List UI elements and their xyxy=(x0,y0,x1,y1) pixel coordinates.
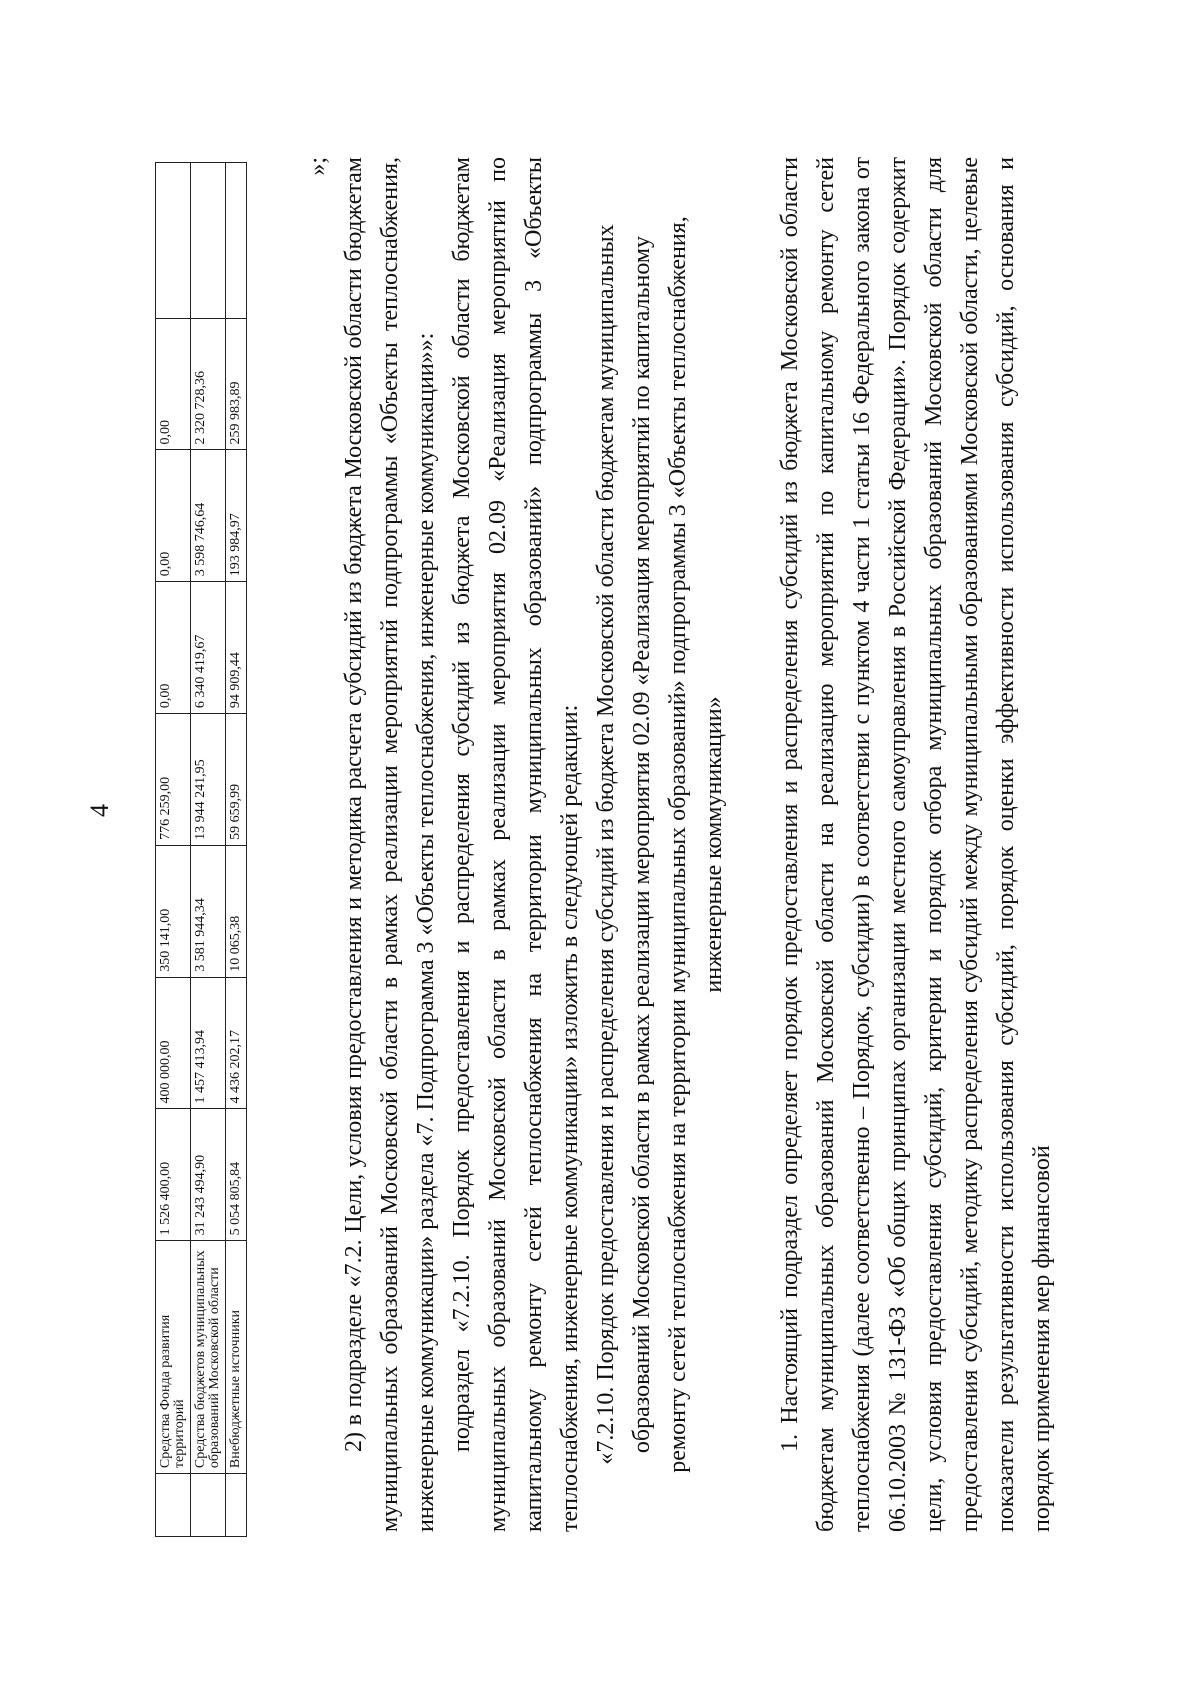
paragraph-subsection: подраздел «7.2.10. Порядок предоставления и распределения субсидий из бюджета Московской области бюджетам муниципальных образований Московской области в рамках реализации мероприятия 02.09 «Реализация мероприятий по капитальному ремонту сетей теплоснабжения на территории муниципальных образований» подпрограммы 3 «Объекты теплоснабжения, инженерные коммуникации» изложить в следующей редакции: xyxy=(449,157,583,1532)
table-row xyxy=(226,163,247,1537)
table-cell: 1 457 413,94 xyxy=(191,977,226,1109)
funding-table xyxy=(155,162,247,1537)
table-cell: 94 909,44 xyxy=(226,582,247,714)
table-cell: 59 659,99 xyxy=(226,714,247,846)
table-cell: 0,00 xyxy=(156,582,191,714)
paragraph-amendment-2: 2) в подразделе «7.2. Цели, условия предоставления и методика расчета субсидий из бюджета Московской области бюджетам муниципальных образований Московской области в рамках реализации мероприятий подпрограммы «Объекты теплоснабжения, инженерные коммуникации» раздела «7. Подпрограмма 3 «Объекты теплоснабжения, инженерные коммуникации»»: xyxy=(341,157,439,1532)
table-cell: 5 054 805,84 xyxy=(226,1109,247,1241)
table-row xyxy=(191,163,226,1537)
table-cell: 2 320 728,36 xyxy=(191,318,226,450)
paragraph-item-1: 1. Настоящий подраздел определяет порядок предоставления и распределения субсидий из бюджета Московской области бюджетам муниципальных образований Московской области на реализацию мероприятий по капитальному ремонту сетей теплоснабжения (далее соответственно – Порядок, субсидии) в соответствии с пунктом 4 части 1 статьи 16 Федерального закона от 06.10.2003 № 131-ФЗ «Об общих принципах организации местного самоуправления в Российской Федерации». Порядок содержит цели, условия предоставления субсидий, критерии и порядок отбора муниципальных образований Московской области для предоставления субсидий, методику распределения субсидий между муниципальными образованиями Московской области, целевые показатели результативности использования субсидий, порядок оценки эффективности использования субсидий, основания и порядок применения мер финансовой xyxy=(777,157,1055,1532)
table-cell: 6 340 419,67 xyxy=(191,582,226,714)
table-cell: 0,00 xyxy=(156,450,191,582)
table-cell: 13 944 241,95 xyxy=(191,714,226,846)
table-cell: 3 581 944,34 xyxy=(191,845,226,977)
table-cell: 10 065,38 xyxy=(226,845,247,977)
table-cell: 400 000,00 xyxy=(156,977,191,1109)
table-cell: 3 598 746,64 xyxy=(191,450,226,582)
table-cell: 776 259,00 xyxy=(156,714,191,846)
section-heading: «7.2.10. Порядок предоставления и распределения субсидий из бюджета Московской области бюджетам муниципальных образований Московской области в рамках реализации мероприятия 02.09 «Реализация мероприятий по капитальному ремонту сетей теплоснабжения на территории муниципальных образований» подпрограммы 3 «Объекты теплоснабжения, инженерные коммуникации» xyxy=(593,216,727,1473)
table-row-label: Внебюджетные источники xyxy=(226,1241,247,1474)
table-cell: 259 983,89 xyxy=(226,318,247,450)
table-cell: 1 526 400,00 xyxy=(156,1109,191,1241)
table-cell: 0,00 xyxy=(156,318,191,450)
table-cell: 193 984,97 xyxy=(226,450,247,582)
page-number: 4 xyxy=(85,804,114,817)
document-body xyxy=(300,157,1060,1532)
table-cell: 31 243 494,90 xyxy=(191,1109,226,1241)
closing-mark: »; xyxy=(305,157,331,176)
table-cell: 350 141,00 xyxy=(156,845,191,977)
table-cell: 4 436 202,17 xyxy=(226,977,247,1109)
table-row-label: Средства Фонда развития территорий xyxy=(156,1241,191,1474)
table-row xyxy=(156,163,191,1537)
table-row-label: Средства бюджетов муниципальных образований Московской области xyxy=(191,1241,226,1474)
